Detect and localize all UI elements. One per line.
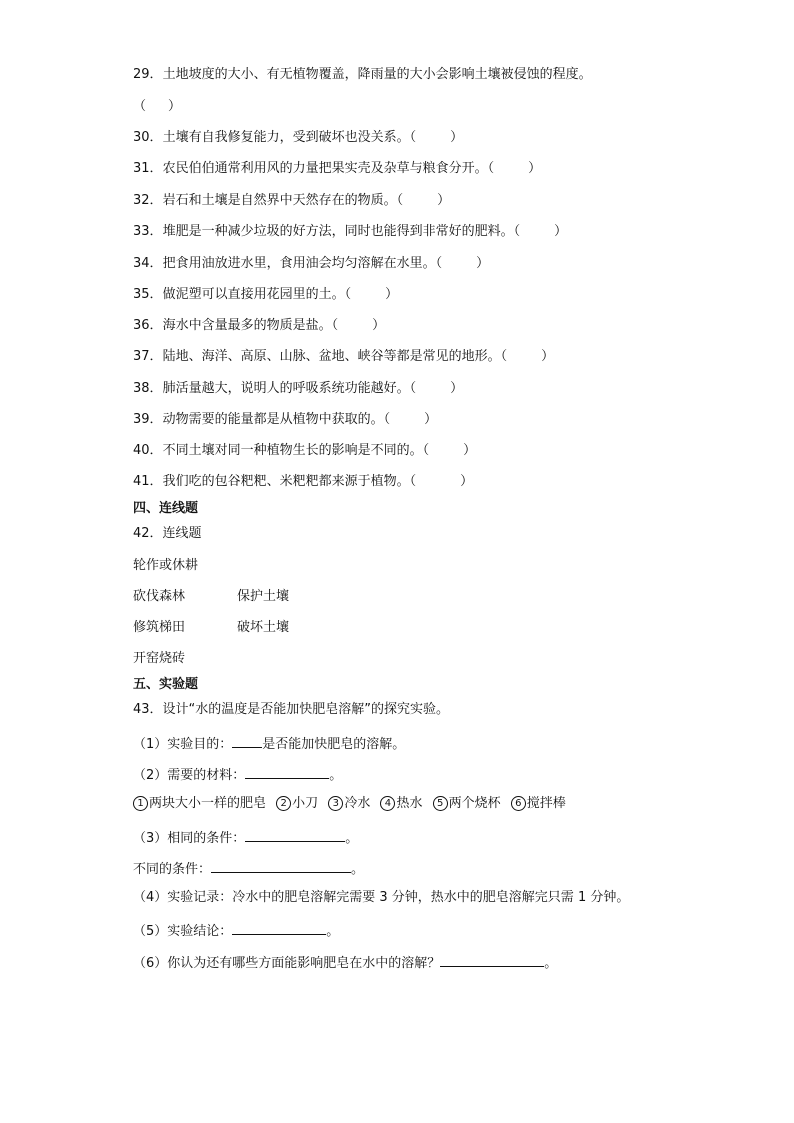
section-heading-matching: 四、连线题 (133, 501, 199, 516)
materials-list: 1 两块大小一样的肥皂 2 小刀 3 冷水 4 热水 5 两个烧杯 6 搅拌棒 (133, 795, 566, 813)
answer-blank[interactable] (232, 733, 262, 748)
match-row (133, 619, 290, 637)
question-30: 30．土壤有自我修复能力，受到破坏也没关系。（ ） (133, 130, 464, 145)
question-37: 37．陆地、海洋、高原、山脉、盆地、峡谷等都是常见的地形。（ ） (133, 349, 555, 364)
question-43: 43．设计“水的温度是否能加快肥皂溶解”的探究实验。 (133, 702, 450, 717)
match-row (133, 588, 290, 606)
match-left-item: 开窑烧砖 (133, 651, 186, 666)
question-39: 39．动物需要的能量都是从植物中获取的。（ ） (133, 412, 438, 427)
sub-question-6: （6）你认为还有哪些方面能影响肥皂在水中的溶解？ 。 (133, 952, 557, 973)
match-right-item: 破坏土壤 (237, 620, 290, 635)
question-41: 41．我们吃的包谷粑粑、米粑粑都来源于植物。（ ） (133, 474, 474, 489)
sub-question-3: （3）相同的条件： 。 (133, 827, 358, 848)
question-text: 土地坡度的大小、有无植物覆盖，降雨量的大小会影响土壤被侵蚀的程度。 (162, 67, 592, 82)
answer-paren-29: （ ） (133, 99, 182, 114)
answer-blank[interactable] (232, 920, 326, 935)
sub-question-2: （2）需要的材料： 。 (133, 764, 342, 785)
question-number: 29 (133, 67, 150, 82)
question-42: 42．连线题 (133, 526, 202, 541)
section-heading-experiment: 五、实验题 (133, 677, 199, 692)
answer-blank[interactable] (440, 952, 544, 967)
match-left-item: 轮作或休耕 (133, 558, 199, 573)
question-35: 35．做泥塑可以直接用花园里的土。（ ） (133, 287, 399, 302)
question-31: 31．农民伯伯通常利用风的力量把果实壳及杂草与粮食分开。（ ） (133, 161, 542, 176)
question-33: 33．堆肥是一种减少垃圾的好方法，同时也能得到非常好的肥料。（ ） (133, 224, 568, 239)
answer-blank[interactable] (211, 858, 351, 873)
match-right-item: 保护土壤 (237, 589, 290, 604)
sub-question-4: （4）实验记录：冷水中的肥皂溶解完需要 3 分钟，热水中的肥皂溶解完只需 1 分钟。 (133, 890, 630, 905)
question-29: 29．土地坡度的大小、有无植物覆盖，降雨量的大小会影响土壤被侵蚀的程度。 (133, 67, 592, 82)
sub-question-1: （1）实验目的： 是否能加快肥皂的溶解。 (133, 733, 405, 754)
different-conditions: 不同的条件： 。 (133, 858, 364, 879)
answer-blank[interactable] (245, 764, 329, 779)
question-38: 38．肺活量越大，说明人的呼吸系统功能越好。（ ） (133, 381, 464, 396)
answer-blank[interactable] (245, 827, 345, 842)
question-34: 34．把食用油放进水里，食用油会均匀溶解在水里。（ ） (133, 256, 490, 271)
question-40: 40．不同土壤对同一种植物生长的影响是不同的。（ ） (133, 443, 477, 458)
match-left-item: 砍伐森林 (133, 589, 186, 604)
sub-question-5: （5）实验结论： 。 (133, 920, 339, 941)
question-32: 32．岩石和土壤是自然界中天然存在的物质。（ ） (133, 193, 451, 208)
match-left-item: 修筑梯田 (133, 620, 186, 635)
question-36: 36．海水中含量最多的物质是盐。（ ） (133, 318, 386, 333)
